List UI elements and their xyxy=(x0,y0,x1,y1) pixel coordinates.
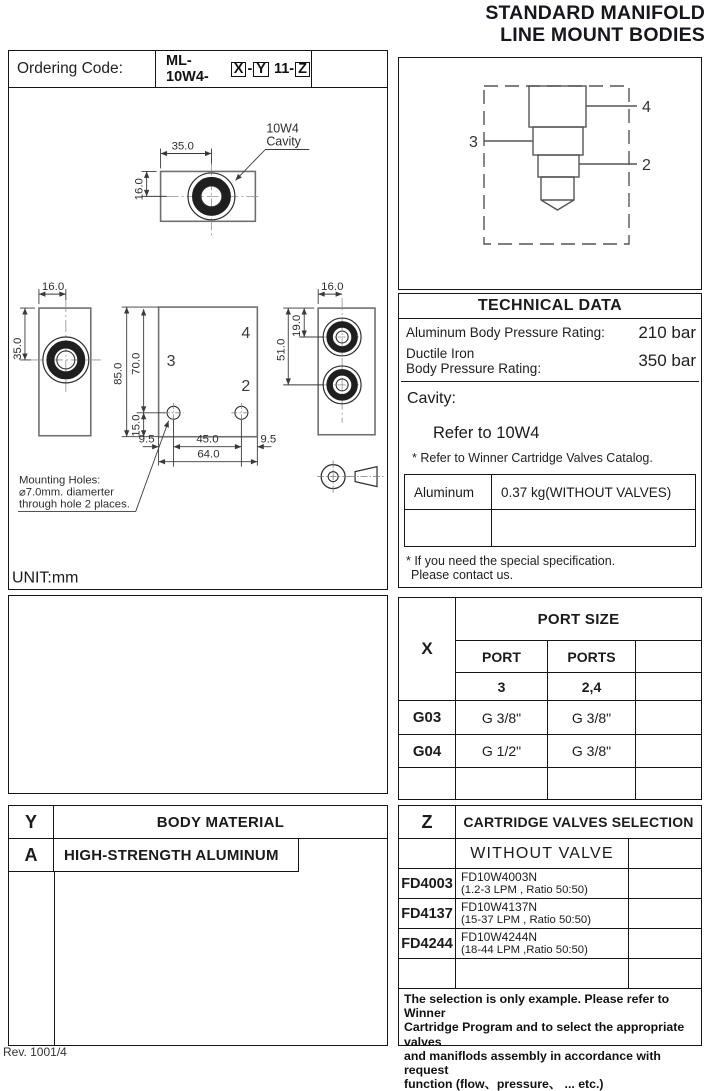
row-fd4244-empty xyxy=(629,929,701,959)
iron-rating-label-line2: Body Pressure Rating: xyxy=(406,361,542,376)
selection-note-line3: and maniflods assembly in accordance with request xyxy=(404,1048,661,1078)
selection-note-line2: Cartridge Program and to select the appropriate valves xyxy=(404,1020,685,1049)
technical-divider xyxy=(401,381,699,382)
body-material-table xyxy=(8,805,388,1046)
selection-note-line4: function (flow、pressure、 ... etc.) xyxy=(404,1077,604,1091)
schematic-port2-label: 2 xyxy=(642,157,651,174)
row-fd4244-desc xyxy=(456,929,629,959)
code-separator: - xyxy=(247,61,253,77)
weight-empty-cell xyxy=(405,510,492,546)
iron-rating-label-line1: Ductile Iron xyxy=(406,345,475,361)
right-side-view xyxy=(275,281,375,435)
cartridge-empty-row-c3 xyxy=(629,959,701,989)
port-size-empty-row-c2 xyxy=(456,768,548,799)
ordering-code-label: Ordering Code: xyxy=(9,51,156,87)
technical-data-header: TECHNICAL DATA xyxy=(399,294,701,319)
schematic-nose xyxy=(541,177,574,210)
pressure-rating-iron-row xyxy=(406,344,696,378)
cavity-schematic xyxy=(399,58,700,288)
dim-35-left-view: 35.0 xyxy=(11,337,24,360)
schematic-port3-label: 3 xyxy=(469,134,478,151)
unit-label: UNIT:mm xyxy=(11,569,79,587)
front-port2-label: 2 xyxy=(241,377,251,395)
top-view-centerlines xyxy=(167,158,261,235)
cavity-callout-line2: Cavity xyxy=(266,134,301,149)
body-material-value: HIGH-STRENGTH ALUMINUM xyxy=(54,839,299,872)
port-3-subheader: 3 xyxy=(456,673,548,701)
weight-material-cell: Aluminum xyxy=(405,475,492,510)
cavity-section-label: Cavity: xyxy=(407,390,456,407)
code-z-box: Z xyxy=(295,62,310,77)
special-spec-footnote-line2: Please contact us. xyxy=(411,567,514,582)
mounting-note-line3: through hole 2 places. xyxy=(18,498,130,511)
row-fd4003-empty xyxy=(629,869,701,899)
fd4003-spec: (1.2-3 LPM , Ratio 50:50) xyxy=(461,883,588,896)
page-title-line1: STANDARD MANIFOLD xyxy=(485,2,705,24)
port-size-header-empty-cell xyxy=(636,641,701,673)
cavity-callout-line1: 10W4 xyxy=(266,121,299,136)
row-g03-code: G03 xyxy=(399,701,456,735)
cavity-leader-line xyxy=(235,150,265,181)
cartridge-valves-table xyxy=(398,805,702,1091)
fd4137-model: FD10W4137N xyxy=(461,900,538,914)
top-view xyxy=(134,122,310,236)
port-size-x-header: X xyxy=(399,598,456,701)
iron-rating-value: 350 bar xyxy=(638,351,696,370)
row-g04-empty xyxy=(636,735,701,768)
port-size-title: PORT SIZE xyxy=(456,598,701,641)
row-g04-port3: G 1/2" xyxy=(456,735,548,768)
body-material-y-header: Y xyxy=(9,806,54,839)
spare-panel xyxy=(8,595,388,794)
row-fd4003-code: FD4003 xyxy=(399,869,456,899)
aluminum-rating-label: Aluminum Body Pressure Rating: xyxy=(406,325,605,341)
dim-16-left-view: 16.0 xyxy=(41,281,65,294)
mounting-note-line1: Mounting Holes: xyxy=(18,474,101,487)
dim-16-top-view: 16.0 xyxy=(133,178,146,201)
schematic-step3 xyxy=(538,155,579,177)
projection-symbol xyxy=(317,461,384,493)
special-spec-footnote xyxy=(406,555,615,582)
fd4244-spec: (18-44 LPM ,Ratio 50:50) xyxy=(461,943,588,956)
weight-value-cell: 0.37 kg(WITHOUT VALVES) xyxy=(492,475,695,510)
code-mid: 11- xyxy=(273,61,295,77)
ordering-code-box xyxy=(8,50,388,88)
port-size-empty-row-c1 xyxy=(399,768,456,799)
dim-45: 45.0 xyxy=(196,433,219,446)
row-fd4137-desc xyxy=(456,899,629,929)
row-g03-ports24: G 3/8" xyxy=(548,701,636,735)
dim-85: 85.0 xyxy=(112,362,125,385)
code-y-box: Y xyxy=(253,62,269,77)
dim-15: 15.0 xyxy=(130,414,143,437)
dim-9-5-right: 9.5 xyxy=(260,433,277,446)
without-valve-empty-cell xyxy=(629,839,701,869)
schematic-port4-label: 4 xyxy=(642,99,651,116)
fd4003-model: FD10W4003N xyxy=(461,870,538,884)
cartridge-title: CARTRIDGE VALVES SELECTION xyxy=(456,806,701,839)
ports-col-header: PORTS xyxy=(548,641,636,673)
code-prefix: ML-10W4- xyxy=(166,53,209,85)
ordering-code-value xyxy=(156,51,312,87)
body-material-column-rule xyxy=(54,872,55,1045)
page-title xyxy=(485,3,705,46)
cavity-section-value: Refer to 10W4 xyxy=(433,424,540,442)
row-fd4137-empty xyxy=(629,899,701,929)
dim-64: 64.0 xyxy=(197,448,220,461)
special-spec-footnote-line1: * If you need the special specification. xyxy=(406,554,616,568)
cartridge-z-header: Z xyxy=(399,806,456,839)
technical-data-panel xyxy=(398,293,702,588)
left-side-view xyxy=(12,281,101,436)
drawing-panel xyxy=(8,87,388,590)
port-size-table xyxy=(398,597,702,800)
without-valve-code-cell xyxy=(399,839,456,869)
schematic-boundary xyxy=(484,86,629,244)
fd4137-spec: (15-37 LPM , Ratio 50:50) xyxy=(461,913,591,926)
selection-note-line1: The selection is only example. Please refer to Winner xyxy=(404,992,670,1021)
aluminum-rating-value: 210 bar xyxy=(638,323,696,342)
dim-51: 51.0 xyxy=(275,338,288,361)
dim-16-right-view: 16.0 xyxy=(321,281,344,294)
cavity-catalog-note: * Refer to Winner Cartridge Valves Catalog. xyxy=(412,451,653,465)
schematic-step1 xyxy=(529,86,586,127)
row-g04-ports24: G 3/8" xyxy=(548,735,636,768)
without-valve-cell: WITHOUT VALVE xyxy=(456,839,629,869)
cartridge-empty-row-c1 xyxy=(399,959,456,989)
port-size-subheader-empty-cell xyxy=(636,673,701,701)
row-fd4003-desc xyxy=(456,869,629,899)
footer-revision: Rev. 1001/4 xyxy=(3,1045,67,1059)
mounting-note-line2: ⌀7.0mm. diamerter xyxy=(18,486,115,499)
dim-70: 70.0 xyxy=(130,352,143,375)
dim-19: 19.0 xyxy=(291,314,304,338)
page-title-line2: LINE MOUNT BODIES xyxy=(500,23,705,46)
port-size-empty-row-c3 xyxy=(548,768,636,799)
front-port3-label: 3 xyxy=(166,352,176,370)
cartridge-empty-row-c2 xyxy=(456,959,629,989)
row-g03-empty xyxy=(636,701,701,735)
dim-9-5-left: 9.5 xyxy=(138,433,155,446)
row-g04-code: G04 xyxy=(399,735,456,768)
cavity-schematic-panel xyxy=(398,57,702,290)
engineering-drawing xyxy=(9,88,386,588)
dim-35-top-view: 35.0 xyxy=(171,140,194,153)
fd4244-model: FD10W4244N xyxy=(461,930,538,944)
front-view xyxy=(113,307,277,467)
body-material-code-a: A xyxy=(9,839,54,872)
front-port4-label: 4 xyxy=(241,325,251,342)
row-g03-port3: G 3/8" xyxy=(456,701,548,735)
port-col-header: PORT xyxy=(456,641,548,673)
code-x-box: X xyxy=(231,62,247,77)
row-fd4244-code: FD4244 xyxy=(399,929,456,959)
selection-note xyxy=(399,989,701,1091)
ports-24-subheader: 2,4 xyxy=(548,673,636,701)
body-material-title: BODY MATERIAL xyxy=(54,806,387,839)
row-fd4137-code: FD4137 xyxy=(399,899,456,929)
pressure-rating-aluminum-row xyxy=(406,322,696,344)
schematic-step2 xyxy=(533,127,583,155)
weight-table xyxy=(404,474,696,547)
